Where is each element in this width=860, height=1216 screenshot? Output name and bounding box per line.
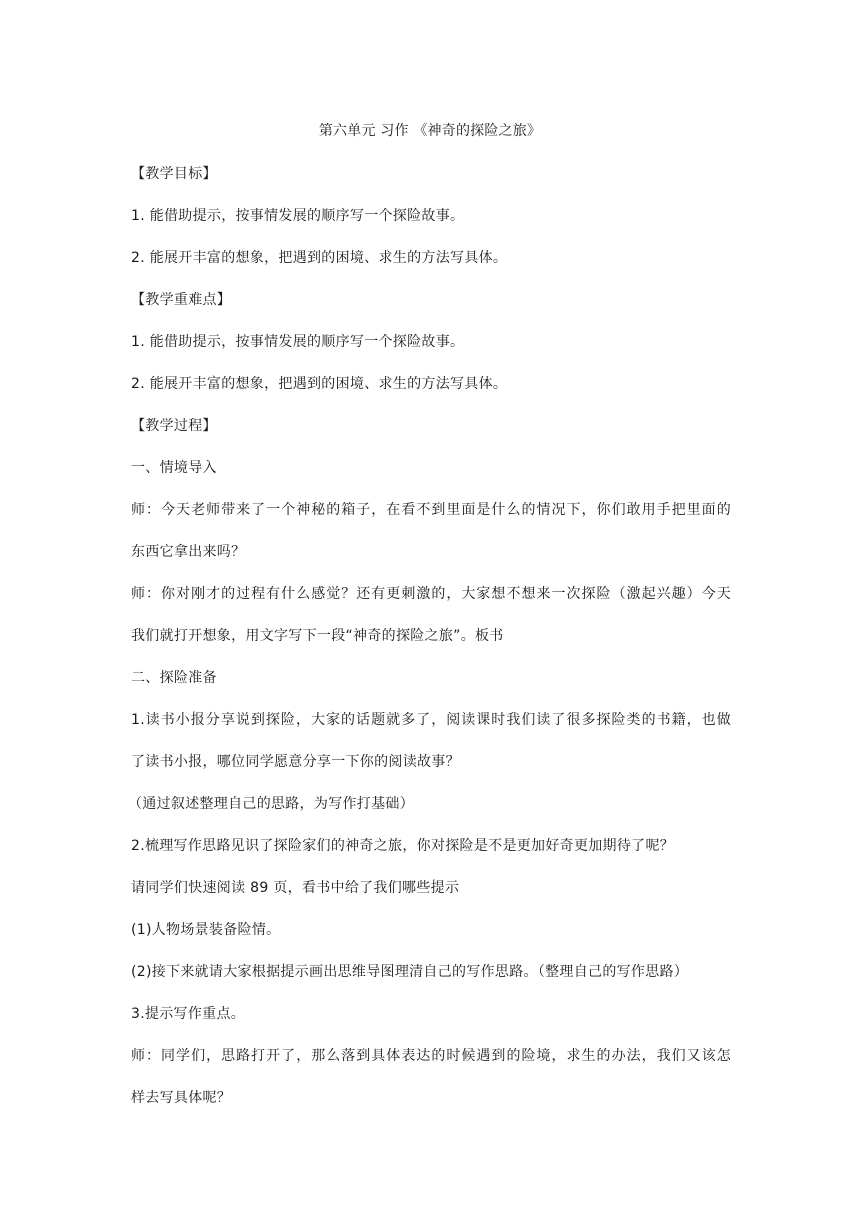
paragraph-line: 东西它拿出来吗？ bbox=[131, 544, 246, 560]
paragraph-line: 样去写具体呢？ bbox=[131, 1090, 232, 1106]
paragraph-line: 1.读书小报分享说到探险，大家的话题就多了，阅读课时我们读了很多探险类的书籍，也做 bbox=[131, 712, 731, 728]
objective-item: 2. 能展开丰富的想象，把遇到的困境、求生的方法写具体。 bbox=[131, 250, 508, 266]
paragraph-line: (2)接下来就请大家根据提示画出思维导图理清自己的写作思路。（整理自己的写作思路） bbox=[131, 964, 689, 980]
subsection-heading: 一、情境导入 bbox=[131, 460, 217, 476]
key-point-item: 2. 能展开丰富的想象，把遇到的困境、求生的方法写具体。 bbox=[131, 376, 508, 392]
paragraph-line: 师：同学们，思路打开了，那么落到具体表达的时候遇到的险境，求生的办法，我们又该怎 bbox=[131, 1048, 731, 1064]
paragraph-line: 师：今天老师带来了一个神秘的箱子，在看不到里面是什么的情况下，你们敢用手把里面的 bbox=[131, 502, 731, 518]
section-heading-process: 【教学过程】 bbox=[131, 418, 217, 434]
section-heading-key-points: 【教学重难点】 bbox=[131, 292, 232, 308]
paragraph-line: 了读书小报，哪位同学愿意分享一下你的阅读故事？ bbox=[131, 754, 460, 770]
subsection-heading: 二、探险准备 bbox=[131, 670, 217, 686]
paragraph-line: （通过叙述整理自己的思路，为写作打基础） bbox=[128, 796, 414, 812]
paragraph-line: 请同学们快速阅读 89 页，看书中给了我们哪些提示 bbox=[131, 880, 460, 896]
section-heading-objectives: 【教学目标】 bbox=[131, 166, 217, 182]
objective-item: 1. 能借助提示，按事情发展的顺序写一个探险故事。 bbox=[131, 208, 465, 224]
paragraph-line: 师：你对刚才的过程有什么感觉？还有更刺激的，大家想不想来一次探险（激起兴趣）今天 bbox=[131, 586, 731, 602]
paragraph-line: 我们就打开想象，用文字写下一段“神奇的探险之旅”。板书 bbox=[131, 628, 504, 644]
paragraph-line: (1)人物场景装备险情。 bbox=[131, 922, 281, 938]
key-point-item: 1. 能借助提示，按事情发展的顺序写一个探险故事。 bbox=[131, 334, 465, 350]
document-title: 第六单元 习作 《神奇的探险之旅》 bbox=[318, 123, 542, 139]
paragraph-line: 2.梳理写作思路见识了探险家们的神奇之旅，你对探险是不是更加好奇更加期待了呢？ bbox=[131, 838, 675, 854]
paragraph-line: 3.提示写作重点。 bbox=[131, 1006, 246, 1022]
